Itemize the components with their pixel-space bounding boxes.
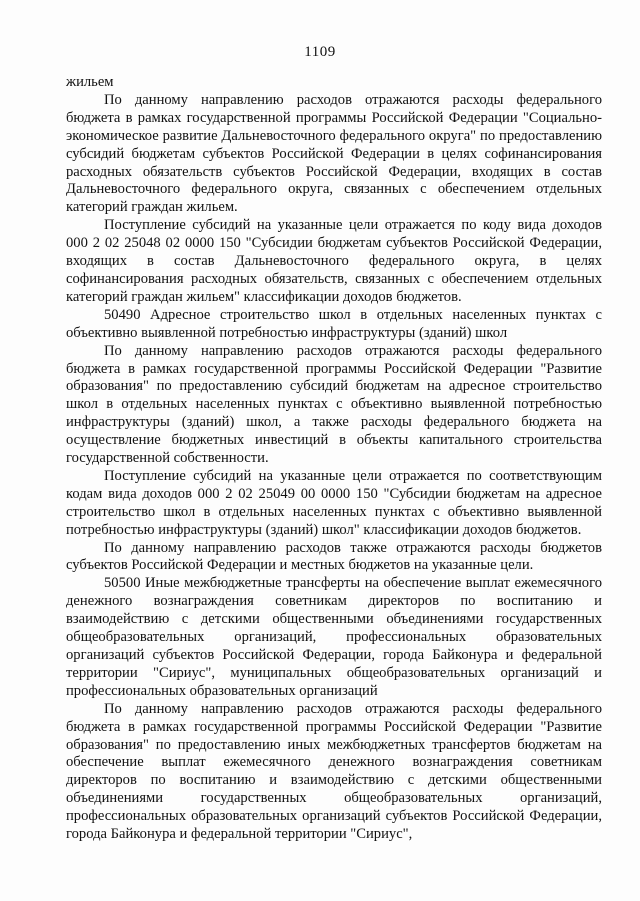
page-number: 1109 [304, 44, 336, 60]
document-body [66, 74, 602, 844]
paragraph: По данному направлению расходов отражаются расходы федерального бюджета в рамках государственной программы Российской Федерации "Развитие образования" по предоставлению субсидий бюджетам на адресное строительство школ в отдельных населенных пунктах с объективно выявленной потребностью инфраструктуры (зданий) школ, а также расходы федерального бюджета на осуществление бюджетных инвестиций в объекты капитального строительства государственной собственности. [66, 342, 602, 467]
paragraph-continuation: жильем [66, 74, 114, 90]
paragraph: Поступление субсидий на указанные цели отражается по соответствующим кодам вида доходов 000 2 02 25049 00 0000 150 "Субсидии бюджетам на адресное строительство школ в отдельных населенных пунктах с объективно выявленной потребностью инфраструктуры (зданий) школ" классификации доходов бюджетов. [66, 467, 602, 538]
section-heading-50490: 50490 Адресное строительство школ в отдельных населенных пунктах с объективно выявленной потребностью инфраструктуры (зданий) школ [66, 306, 602, 341]
paragraph: Поступление субсидий на указанные цели отражается по коду вида доходов 000 2 02 25048 02 0000 150 "Субсидии бюджетам субъектов Российской Федерации, входящих в состав Дальневосточного федерального округа, в целях софинансирования расходных обязательств, связанных с обеспечением отдельных категорий граждан жильем" классификации доходов бюджетов. [66, 217, 602, 305]
paragraph: По данному направлению расходов отражаются расходы федерального бюджета в рамках государственной программы Российской Федерации "Социально-экономическое развитие Дальневосточного федерального округа" по предоставлению субсидий бюджетам субъектов Российской Федерации в целях софинансирования расходных обязательств субъектов Российской Федерации, входящих в состав Дальневосточного федерального округа, связанных с обеспечением отдельных категорий граждан жильем. [66, 91, 602, 216]
section-heading-50500: 50500 Иные межбюджетные трансферты на обеспечение выплат ежемесячного денежного вознаграждения советникам директоров по воспитанию и взаимодействию с детскими общественными объединениями государственных общеобразовательных организаций, профессиональных образовательных организаций субъектов Российской Федерации, города Байконура и федеральной территории "Сириус", муниципальных общеобразовательных организаций и профессиональных образовательных организаций [66, 575, 602, 699]
paragraph: По данному направлению расходов отражаются расходы федерального бюджета в рамках государственной программы Российской Федерации "Развитие образования" по предоставлению иных межбюджетных трансфертов бюджетам на обеспечение выплат ежемесячного денежного вознаграждения советникам директоров по воспитанию и взаимодействию с детскими общественными объединениями государственных общеобразовательных организаций, профессиональных образовательных организаций субъектов Российской Федерации, города Байконура и федеральной территории "Сириус", [66, 700, 602, 843]
paragraph: По данному направлению расходов также отражаются расходы бюджетов субъектов Российской Федерации и местных бюджетов на указанные цели. [66, 539, 602, 574]
